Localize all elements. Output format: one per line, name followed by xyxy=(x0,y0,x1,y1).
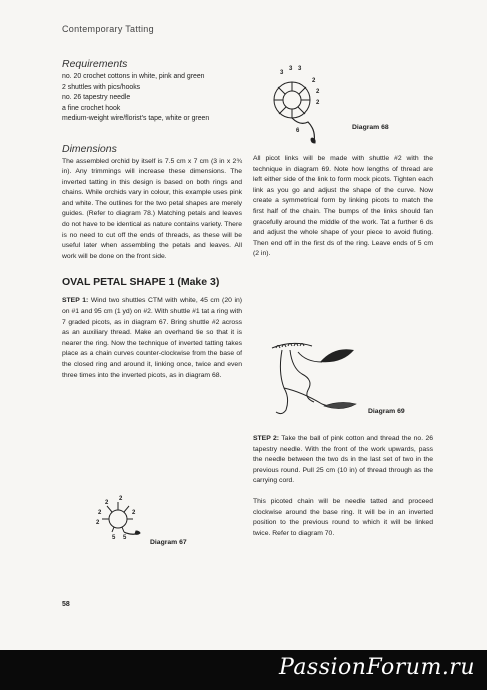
dimensions-paragraph: The assembled orchid by itself is 7.5 cm x 7 cm (3 in x 2¾ in). Any trimmings will increase these dimensions. The inverted tatting in this design is based on both rings and chains. While orchids vary in colour, this example uses pink and white. The outlines for the two petal shapes are merely guides. (Refer to diagram 78.) Matching petals and leaves do not have to be identical as nature contains variety. There is no need to cut off the ends of threads, as these will be useful later when assembling the petals and leaves. All work will be done on the front side. xyxy=(62,157,242,260)
diagram-68-label: 3 xyxy=(298,66,302,72)
step2-paragraph xyxy=(253,434,433,487)
dimensions-heading: Dimensions xyxy=(62,142,117,155)
oval-petal-heading: OVAL PETAL SHAPE 1 (Make 3) xyxy=(62,276,220,289)
diagram-68-label: 3 xyxy=(280,70,284,76)
requirement-item: no. 20 crochet cottons in white, pink and green xyxy=(62,73,205,80)
requirement-item: a fine crochet hook xyxy=(62,104,121,112)
requirement-item: no. 26 tapestry needle xyxy=(62,94,131,101)
diagram-67-label: 2 xyxy=(105,500,109,506)
diagram-67-label: 5 xyxy=(123,535,127,541)
step2-text: Take the ball of pink cotton and thread the no. 26 tapestry needle. With the front of the work upwards, pass the needle between the two ds in the last set of two in the previous round. Pull 25 cm (10 in) of thread through as the carrying cord. xyxy=(253,435,434,485)
requirements-list xyxy=(62,72,242,125)
requirement-item: medium-weight wire/florist's tape, white or green xyxy=(62,115,210,122)
left-column xyxy=(62,58,242,381)
diagram-67-label: 5 xyxy=(112,535,116,541)
running-head: Contemporary Tatting xyxy=(62,24,154,34)
right-column-lower xyxy=(253,434,433,539)
diagram-68-label: 2 xyxy=(316,100,320,106)
step2-label: STEP 2: xyxy=(253,435,280,442)
step1-text: Wind two shuttles CTM with white, 45 cm (20 in) on #1 and 95 cm (1 yd) on #2. With shuttle #1 tat a ring with 7 graded picots, as in diagram 67. Bring shuttle #2 across as an auxiliary thread. Make an overhand tie so that it is nearer the ring. Now the technique of inverted tatting takes place as a chain curves counter-clockwise from the base of the closed ring and around it, linking once, twice and even three times into the inverted picots, as in diagram 68. xyxy=(62,297,243,379)
diagram-67-label: 2 xyxy=(132,510,136,516)
diagram-68-label: 2 xyxy=(316,89,320,95)
requirements-heading: Requirements xyxy=(62,58,128,70)
diagram-67-label: 2 xyxy=(96,520,100,526)
diagram-68-label: 6 xyxy=(296,128,300,134)
diagram-68-label: 3 xyxy=(289,66,293,72)
diagram-67-figure xyxy=(88,490,148,550)
diagram-68-caption: Diagram 68 xyxy=(352,124,389,131)
picot-links-paragraph: All picot links will be made with shuttle #2 with the technique in diagram 69. Note how lengths of thread are left either side of the link to form mock picots. Tighten each link as you go and adjust the shape of the curve. Now create a symmetrical form by linking picots to match the first half of the chain. The bumps of the links should fan gracefully around the middle of the work. Tat a further 6 ds and adjust the whole shape of your piece to avoid fluting. Then end off in the first ds of the ring. Leave ends of 5 cm (2 in). xyxy=(253,155,433,258)
step1-paragraph xyxy=(62,296,242,381)
diagram-69-figure xyxy=(262,332,362,422)
picoted-chain-paragraph: This picoted chain will be needle tatted and proceed clockwise around the base ring. It will be in an inverted position to the previous round to which it will be linked twice. Refer to diagram 70. xyxy=(253,497,433,537)
watermark: PassionForum.ru xyxy=(279,655,475,680)
page-number: 58 xyxy=(62,601,70,608)
diagram-69-caption: Diagram 69 xyxy=(368,408,405,415)
requirement-item: 2 shuttles with pics/hooks xyxy=(62,83,141,91)
right-column xyxy=(253,44,433,260)
diagram-67-label: 2 xyxy=(119,496,123,502)
step1-label: STEP 1: xyxy=(62,297,89,305)
diagram-68-label: 2 xyxy=(312,78,316,84)
diagram-67-label: 2 xyxy=(98,510,102,516)
diagram-67-caption: Diagram 67 xyxy=(150,539,187,546)
